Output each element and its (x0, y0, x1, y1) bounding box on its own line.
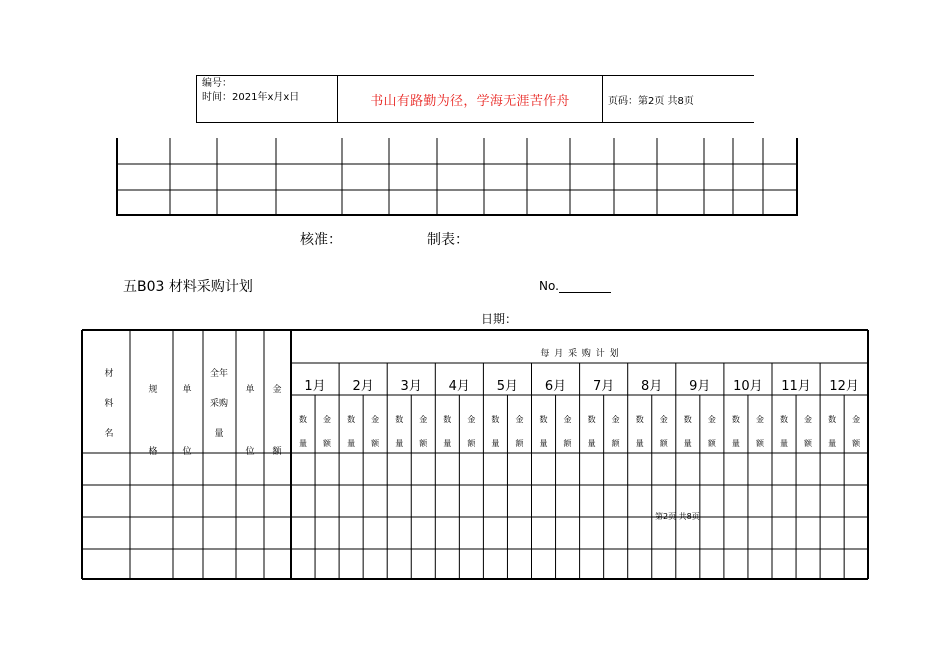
amount-subheader-8: 金 额 (659, 415, 668, 448)
col-unit: 单 位 (182, 385, 192, 457)
no-label: No. (539, 279, 559, 293)
month-header-8: 8月 (641, 379, 663, 394)
quantity-subheader-12: 数 量 (828, 415, 837, 448)
quantity-subheader-3: 数 量 (395, 415, 404, 448)
month-header-11: 11月 (781, 379, 811, 394)
amount-subheader-12: 金 额 (852, 415, 861, 448)
quantity-subheader-5: 数 量 (491, 415, 500, 448)
prepared-label: 制表： (427, 232, 469, 248)
col-material-name: 材 料 名 (104, 369, 114, 439)
month-header-4: 4月 (448, 379, 470, 394)
col-spec: 规 格 (148, 385, 158, 457)
amount-subheader-2: 金 额 (371, 415, 380, 448)
month-header-12: 12月 (829, 379, 859, 394)
col-annual-purchase: 全年 采购 量 (209, 369, 228, 439)
amount-subheader-6: 金 额 (563, 415, 572, 448)
page-info: 页码：第2页 共8页 (608, 95, 694, 107)
quantity-subheader-4: 数 量 (443, 415, 452, 448)
time-label: 时间：2021年x月x日 (202, 92, 300, 103)
motto: 书山有路勤为径，学海无涯苦作舟 (370, 93, 570, 109)
amount-subheader-5: 金 额 (515, 415, 524, 448)
amount-subheader-9: 金 额 (707, 415, 716, 448)
no-blank (559, 280, 611, 293)
footer-page-info: 第2页 共8页 (655, 512, 700, 521)
quantity-subheader-9: 数 量 (683, 415, 692, 448)
amount-subheader-3: 金 额 (419, 415, 428, 448)
quantity-subheader-11: 数 量 (780, 415, 788, 448)
month-header-5: 5月 (496, 379, 519, 394)
month-header-6: 6月 (544, 379, 567, 394)
document-header (196, 75, 754, 123)
quantity-subheader-6: 数 量 (539, 415, 548, 448)
month-header-7: 7月 (592, 379, 615, 394)
month-header-3: 3月 (400, 379, 422, 394)
quantity-subheader-7: 数 量 (587, 415, 596, 448)
approve-label: 核准： (300, 232, 342, 248)
previous-table-fragment (116, 138, 800, 218)
quantity-subheader-8: 数 量 (635, 415, 644, 448)
header-meta (202, 77, 299, 105)
month-header-10: 10月 (733, 379, 763, 394)
month-header-9: 9月 (689, 379, 711, 394)
quantity-subheader-10: 数 量 (731, 415, 740, 448)
form-title: 五B03 材料采购计划 (123, 279, 253, 295)
quantity-subheader-2: 数 量 (347, 415, 356, 448)
col-amount: 金 额 (272, 385, 282, 457)
date-label: 日期： (481, 312, 518, 326)
id-label: 编号： (202, 78, 232, 89)
month-header-1: 1月 (304, 379, 326, 394)
amount-subheader-11: 金 额 (804, 415, 813, 448)
amount-subheader-1: 金 额 (323, 415, 332, 448)
amount-subheader-10: 金 额 (755, 415, 764, 448)
quantity-subheader-1: 数 量 (299, 415, 307, 448)
amount-subheader-7: 金 额 (611, 415, 620, 448)
form-number (539, 279, 611, 293)
monthly-plan-header: 每 月 采 购 计 划 (540, 349, 620, 359)
amount-subheader-4: 金 额 (467, 415, 476, 448)
month-header-2: 2月 (352, 379, 374, 394)
col-unit-2: 单 位 (245, 385, 255, 457)
